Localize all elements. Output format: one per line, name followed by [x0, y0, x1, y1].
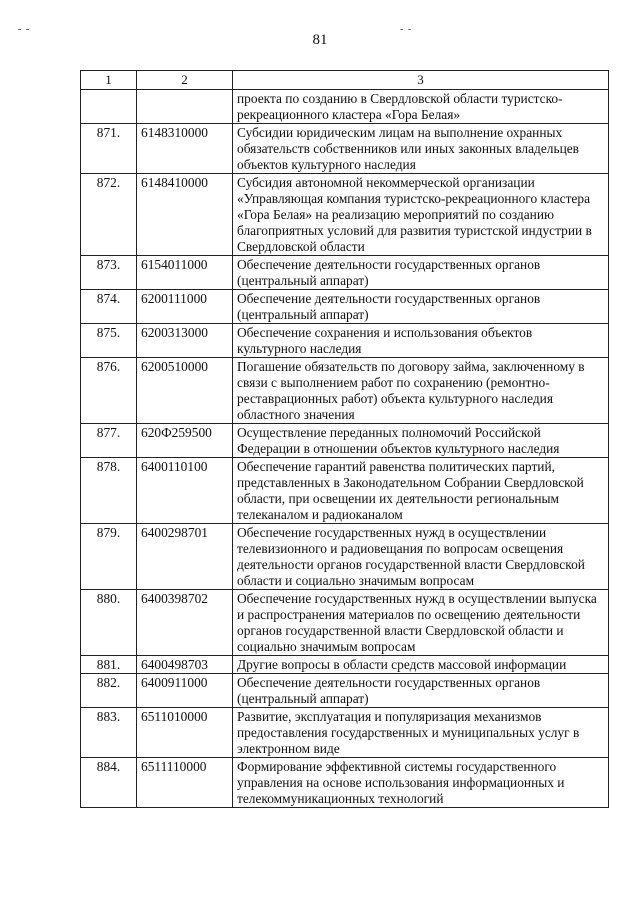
- table-row: [81, 758, 609, 808]
- continuation-code-cell: [137, 90, 233, 124]
- table-row: [81, 324, 609, 358]
- row-code: 6200510000: [137, 358, 233, 424]
- table-row: [81, 124, 609, 174]
- table-row: [81, 290, 609, 324]
- row-number: 882.: [81, 674, 137, 708]
- row-description: Погашение обязательств по договору займа, заключенному в связи с выполнением работ по сохранению (ремонтно-реставрационных работ) объекта культурного наследия областного значения: [233, 358, 609, 424]
- row-code: 620Ф259500: [137, 424, 233, 458]
- row-code: 6148310000: [137, 124, 233, 174]
- row-code: 6400298701: [137, 524, 233, 590]
- table-row: [81, 524, 609, 590]
- row-number: 875.: [81, 324, 137, 358]
- column-header-3: 3: [233, 71, 609, 90]
- row-description: Обеспечение государственных нужд в осуществлении телевизионного и радиовещания по вопросам освещения деятельности органов государственной власти Свердловской области и социально значимым вопросам: [233, 524, 609, 590]
- scan-mark-left: - -: [18, 24, 31, 35]
- table-row: [81, 174, 609, 256]
- row-code: 6400398702: [137, 590, 233, 656]
- row-number: 874.: [81, 290, 137, 324]
- row-description: Субсидия автономной некоммерческой организации «Управляющая компания туристско-рекреационного кластера «Гора Белая» на реализацию мероприятий по созданию благоприятных условий для развития туристской индустрии в Свердловской области: [233, 174, 609, 256]
- table-row: [81, 424, 609, 458]
- row-number: 876.: [81, 358, 137, 424]
- row-description: Другие вопросы в области средств массовой информации: [233, 656, 609, 674]
- table-row: [81, 674, 609, 708]
- row-number: 884.: [81, 758, 137, 808]
- row-code: 6511010000: [137, 708, 233, 758]
- row-description: Формирование эффективной системы государственного управления на основе использования информационных и телекоммуникационных технологий: [233, 758, 609, 808]
- row-code: 6148410000: [137, 174, 233, 256]
- row-description: Обеспечение гарантий равенства политических партий, представленных в Законодательном Собрании Свердловской области, при освещении их деятельности региональным телеканалом и радиоканалом: [233, 458, 609, 524]
- column-header-1: 1: [81, 71, 137, 90]
- row-number: 877.: [81, 424, 137, 458]
- row-description: Обеспечение деятельности государственных органов (центральный аппарат): [233, 256, 609, 290]
- table-row: [81, 358, 609, 424]
- row-code: 6400911000: [137, 674, 233, 708]
- table-row: [81, 256, 609, 290]
- row-number: 879.: [81, 524, 137, 590]
- continuation-num-cell: [81, 90, 137, 124]
- row-number: 880.: [81, 590, 137, 656]
- page-number: 81: [312, 32, 328, 48]
- row-description: Развитие, эксплуатация и популяризация механизмов предоставления государственных и муниципальных услуг в электронном виде: [233, 708, 609, 758]
- row-code: 6154011000: [137, 256, 233, 290]
- row-number: 878.: [81, 458, 137, 524]
- header-row: [81, 71, 609, 90]
- table-row: [81, 708, 609, 758]
- column-header-2: 2: [137, 71, 233, 90]
- row-description: Осуществление переданных полномочий Российской Федерации в отношении объектов культурного наследия: [233, 424, 609, 458]
- row-code: 6200111000: [137, 290, 233, 324]
- row-description: Обеспечение деятельности государственных органов (центральный аппарат): [233, 674, 609, 708]
- row-number: 871.: [81, 124, 137, 174]
- row-code: 6200313000: [137, 324, 233, 358]
- table-row: [81, 458, 609, 524]
- continuation-row: [81, 90, 609, 124]
- table-row: [81, 656, 609, 674]
- row-number: 872.: [81, 174, 137, 256]
- row-code: 6400498703: [137, 656, 233, 674]
- table-row: [81, 590, 609, 656]
- row-code: 6511110000: [137, 758, 233, 808]
- row-number: 873.: [81, 256, 137, 290]
- row-description: Обеспечение деятельности государственных органов (центральный аппарат): [233, 290, 609, 324]
- row-description: Обеспечение государственных нужд в осуществлении выпуска и распространения материалов по освещению деятельности органов государственной власти Свердловской области и социально значимым вопросам: [233, 590, 609, 656]
- row-number: 881.: [81, 656, 137, 674]
- row-description: Обеспечение сохранения и использования объектов культурного наследия: [233, 324, 609, 358]
- continuation-desc-cell: проекта по созданию в Свердловской области туристско-рекреационного кластера «Гора Белая»: [233, 90, 609, 124]
- row-code: 6400110100: [137, 458, 233, 524]
- registry-table: [80, 70, 609, 808]
- row-description: Субсидии юридическим лицам на выполнение охранных обязательств собственников или иных законных владельцев объектов культурного наследия: [233, 124, 609, 174]
- scan-mark-right: - -: [400, 24, 413, 35]
- row-number: 883.: [81, 708, 137, 758]
